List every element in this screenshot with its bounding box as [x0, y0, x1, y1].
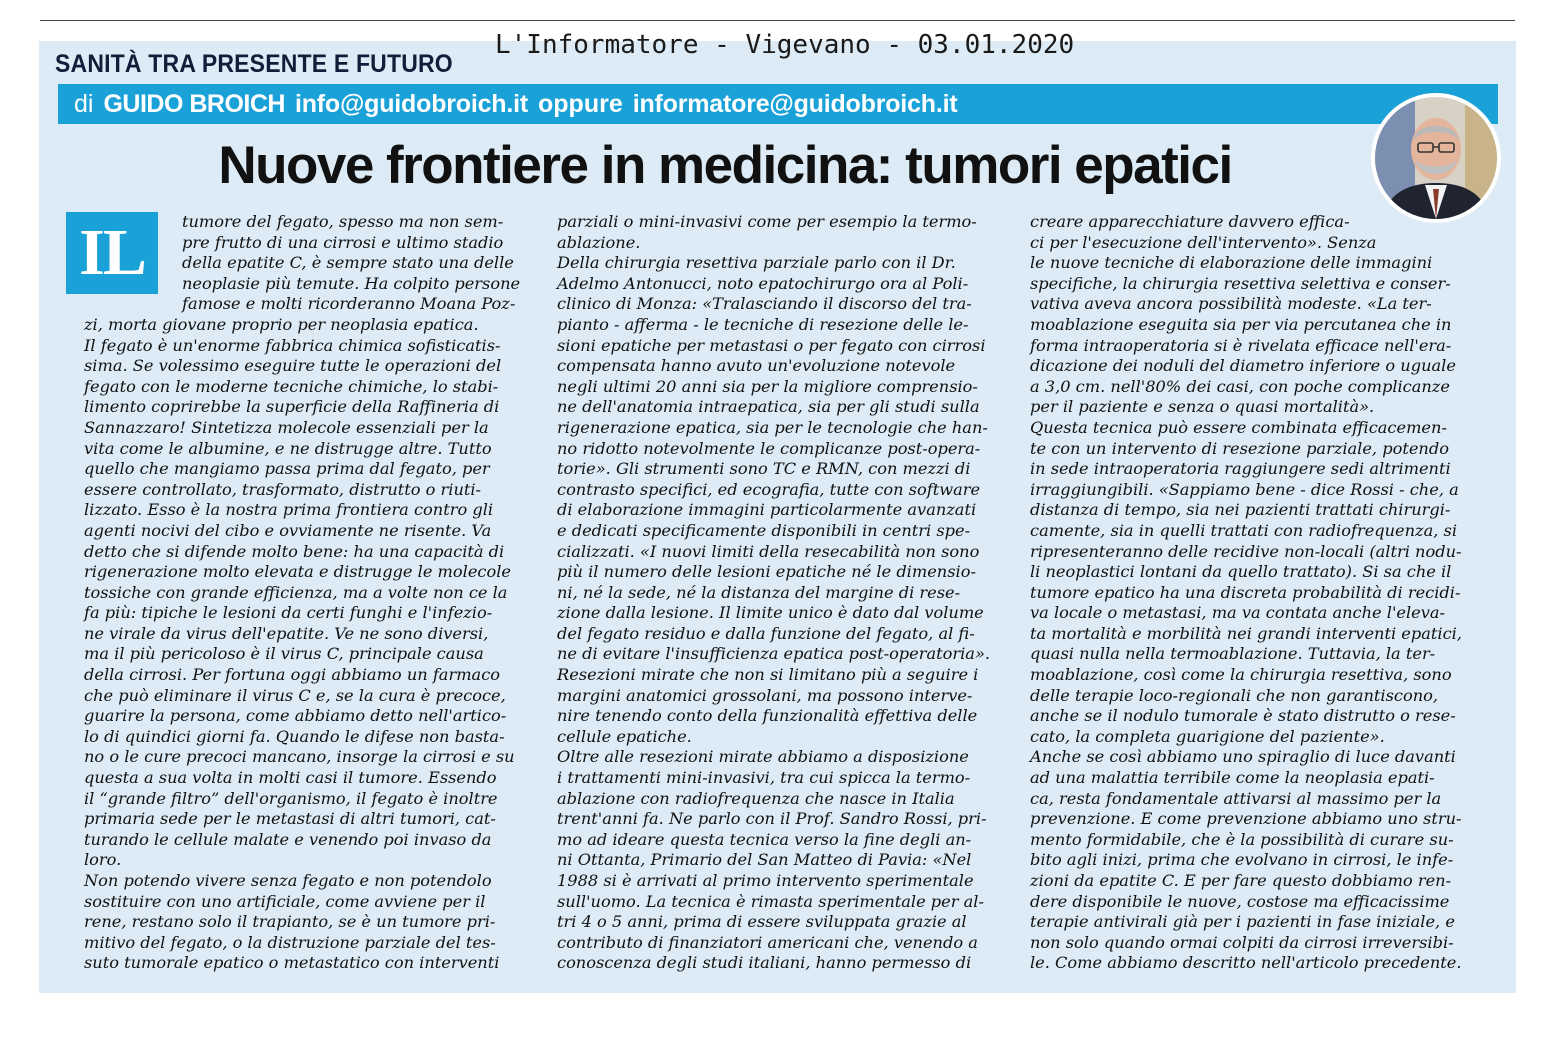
article-line: tumore epatico ha una discreta probabilità di recidi- — [1030, 582, 1461, 602]
article-line: creare apparecchiature davvero effica- — [1030, 212, 1350, 231]
article-line: guarire la persona, come abbiamo detto nell'artico- — [84, 706, 507, 726]
article-line: della cirrosi. Per fortuna oggi abbiamo un farmaco — [84, 665, 501, 685]
article-line: zioni da epatite C. E per fare questo dobbiamo ren- — [1030, 871, 1452, 890]
article-line: delle terapie loco-regionali che non garantiscono, — [1030, 685, 1439, 705]
article-line: specifiche, la chirurgia resettiva selettiva e conser- — [1030, 273, 1451, 293]
article-line: agenti nocivi del cibo e ovviamente ne risente. Va — [84, 520, 492, 540]
article-line: moablazione eseguita sia per via percutanea che in — [1030, 314, 1452, 334]
article-line: suto tumorale epatico o metastatico con interventi — [84, 953, 500, 973]
article-line: pianto - afferma - le tecniche di resezione delle le- — [557, 314, 969, 334]
article-line: ca, resta fondamentale attivarsi al massimo per la — [1030, 788, 1442, 808]
article-line: trent'anni fa. Ne parlo con il Prof. Sandro Rossi, pri- — [557, 809, 987, 829]
article-line: nire tenendo conto della funzionalità effettiva delle — [557, 706, 978, 726]
article-line: tossiche con grande efficienza, ma a volte non ce la — [84, 582, 508, 602]
article-line: Il fegato è un'enorme fabbrica chimica sofisticatis- — [84, 335, 501, 355]
clipped-previous-article-strip — [40, 0, 1515, 8]
article-line: a 3,0 cm. nell'80% dei casi, con poche complicanze — [1030, 376, 1450, 396]
article-line: del fegato residuo e dalla funzione del fegato, al fi- — [557, 623, 975, 643]
article-column-1 — [84, 212, 534, 974]
article-line: lizzato. Esso è la nostra prima frontiera contro gli — [84, 500, 494, 520]
article-line: zi, morta giovane proprio per neoplasia epatica. — [84, 314, 479, 334]
article-line: mitivo del fegato, o la distruzione parziale del tes- — [84, 932, 496, 952]
article-line: contributo di finanziatori americani che, venendo a — [557, 932, 978, 952]
article-line: Questa tecnica può essere combinata efficacemen- — [1030, 417, 1447, 437]
article-line: e dedicati specificamente disponibili in centri spe- — [557, 520, 971, 540]
article-line: le. Come abbiamo descritto nell'articolo precedente. — [1030, 953, 1462, 973]
article-line: cato, la completa guarigione del paziente». — [1030, 726, 1385, 746]
article-line: detto che si difende molto bene: ha una capacità di — [84, 541, 505, 561]
article-line: anche se il nodulo tumorale è stato distrutto o rese- — [1030, 706, 1456, 726]
article-line: loro. — [84, 850, 122, 870]
article-line: te con un intervento di resezione parziale, potendo — [1030, 438, 1449, 458]
article-line: ne virale da virus dell'epatite. Ve ne sono diversi, — [84, 623, 489, 643]
article-line: ablazione. — [557, 232, 641, 252]
article-line: moablazione, così come la chirurgia resettiva, sono — [1030, 665, 1452, 685]
article-headline: Nuove frontiere in medicina: tumori epatici — [218, 136, 1232, 195]
article-line: distanza di tempo, sia nei pazienti trattati chirurgi- — [1030, 500, 1451, 520]
article-line: turando le cellule malate e venendo poi invaso da — [84, 829, 492, 849]
article-line: 1988 si è arrivati al primo intervento sperimentale — [557, 871, 974, 890]
article-line: Sannazzaro! Sintetizza molecole essenziali per la — [84, 417, 489, 437]
article-line: ni, né la sede, né la distanza del margine di rese- — [557, 582, 961, 602]
article-line: rene, restano solo il trapianto, se è un tumore pri- — [84, 912, 496, 932]
article-line: forma intraoperatoria si è rivelata efficace nell'era- — [1030, 335, 1452, 355]
article-line: vita come le albumine, e ne distrugge altre. Tutto — [84, 438, 492, 458]
source-caption: L'Informatore - Vigevano - 03.01.2020 — [495, 30, 1075, 60]
byline-conjunction: oppure — [538, 89, 623, 118]
article-line: conoscenza degli studi italiani, hanno permesso di — [557, 953, 972, 973]
author-email-link[interactable]: info@guidobroich.it — [294, 89, 528, 118]
section-title: SANITÀ TRA PRESENTE E FUTURO — [55, 50, 453, 78]
article-line: rigenerazione molto elevata e distrugge le molecole — [84, 562, 511, 582]
article-line: li neoplastici lontani da quello trattato). Si sa che il — [1030, 562, 1452, 582]
article-line: ablazione con radiofrequenza che nasce in Italia — [557, 788, 955, 808]
article-line: tri 4 o 5 anni, prima di essere sviluppata grazie al — [557, 912, 967, 932]
article-line: di elaborazione immagini particolarmente avanzati — [557, 500, 977, 520]
article-line: ci per l'esecuzione dell'intervento». Senza — [1030, 232, 1377, 252]
article-line: contrasto specifici, ed ecografia, tutte con software — [557, 479, 981, 499]
article-line: quasi nulla nella termoablazione. Tuttavia, la ter- — [1030, 644, 1436, 664]
article-line: terapie antivirali già per i pazienti in fase iniziale, e — [1030, 912, 1455, 932]
article-line: rigenerazione epatica, sia per le tecnologie che han- — [557, 417, 988, 437]
article-line: ne dell'anatomia intraepatica, sia per gli studi sulla — [557, 397, 980, 417]
article-line: ma il più pericoloso è il virus C, principale causa — [84, 644, 484, 664]
article-line: non solo quando ormai colpiti da cirrosi irreversibi- — [1030, 932, 1454, 952]
article-line: Non potendo vivere senza fegato e non potendolo — [84, 871, 492, 890]
article-line: no o le cure precoci mancano, insorge la cirrosi e su — [84, 747, 515, 767]
article-line: mo ad ideare questa tecnica verso la fine degli an- — [557, 829, 972, 849]
article-line: vativa aveva ancora possibilità modeste. «La ter- — [1030, 294, 1432, 314]
article-line: per il paziente e senza o quasi mortalità». — [1030, 397, 1375, 417]
author-name: GUIDO BROICH — [103, 89, 285, 118]
article-line: Anche se così abbiamo uno spiraglio di luce davanti — [1030, 747, 1456, 767]
article-line: dicazione dei noduli del diametro inferiore o uguale — [1030, 356, 1456, 376]
article-line: questa a sua volta in molti casi il tumore. Essendo — [84, 768, 497, 788]
article-line: margini anatomici grossolani, ma possono interve- — [557, 685, 973, 705]
article-line: fegato con le moderne tecniche chimiche, lo stabi- — [84, 376, 499, 396]
article-line: famose e molti ricorderanno Moana Poz- — [182, 294, 516, 314]
article-line: essere controllato, trasformato, distrutto o riuti- — [84, 479, 482, 499]
article-line: va locale o metastasi, ma va contata anche l'eleva- — [1030, 603, 1446, 623]
article-line: pre frutto di una cirrosi e ultimo stadio — [182, 232, 504, 252]
article-column-3 — [1030, 212, 1480, 974]
article-line: limento coprirebbe la superficie della Raffineria di — [84, 397, 500, 417]
article-line: Adelmo Antonucci, noto epatochirurgo ora al Poli- — [557, 273, 969, 293]
author-photo — [1371, 93, 1501, 223]
article-column-2 — [557, 212, 1007, 974]
article-line: sostituire con uno artificiale, come avviene per il — [84, 891, 486, 911]
article-line: della epatite C, è sempre stato una delle — [182, 253, 514, 273]
article-line: camente, sia in quelli trattati con radiofrequenza, si — [1030, 520, 1458, 540]
article-line: neoplasie più temute. Ha colpito persone — [182, 273, 521, 293]
newspaper-email-link[interactable]: informatore@guidobroich.it — [632, 89, 958, 118]
article-line: ni Ottanta, Primario del San Matteo di Pavia: «Nel — [557, 850, 972, 870]
article-line: ta mortalità e morbilità nei grandi interventi epatici, — [1030, 623, 1462, 643]
article-line: lo di quindici giorni fa. Quando le difese non basta- — [84, 726, 505, 746]
article-line: sull'uomo. La tecnica è rimasta sperimentale per al- — [557, 891, 984, 911]
article-line: Oltre alle resezioni mirate abbiamo a disposizione — [557, 747, 969, 767]
article-line: il “grande filtro” dell'organismo, il fegato è inoltre — [84, 788, 498, 808]
author-portrait-image — [1375, 97, 1497, 219]
article-line: sioni epatiche per metastasi o per fegato con cirrosi — [557, 335, 986, 355]
article-line: mento formidabile, che è la possibilità di curare su- — [1030, 829, 1454, 849]
article-line: in sede intraoperatoria raggiungere sedi altrimenti — [1030, 459, 1451, 479]
article-line: fa più: tipiche le lesioni da certi funghi e l'infezio- — [84, 603, 493, 623]
article-line: irraggiungibili. «Sappiamo bene - dice Rossi - che, a — [1030, 479, 1459, 499]
byline-bar — [58, 84, 1498, 124]
drop-cap: IL — [66, 212, 158, 294]
article-line: Resezioni mirate che non si limitano più a seguire i — [557, 665, 979, 685]
article-line: quello che mangiamo passa prima dal fegato, per — [84, 459, 490, 479]
article-line: ad una malattia terribile come la neoplasia epati- — [1030, 768, 1435, 788]
article-line: ripresenteranno delle recidive non-locali (altri nodu- — [1030, 541, 1462, 561]
article-line: primaria sede per le metastasi di altri tumori, cat- — [84, 809, 496, 829]
article-line: clinico di Monza: «Tralasciando il discorso del tra- — [557, 294, 972, 314]
article-line: tumore del fegato, spesso ma non sem- — [182, 212, 504, 231]
article-line: cellule epatiche. — [557, 726, 692, 746]
article-line: zione dalla lesione. Il limite unico è dato dal volume — [557, 603, 984, 623]
byline-prefix: di — [74, 89, 94, 118]
article-line: le nuove tecniche di elaborazione delle immagini — [1030, 253, 1433, 273]
article-line: ne di evitare l'insufficienza epatica post-operatoria». — [557, 644, 991, 664]
top-rule — [40, 20, 1515, 21]
article-line: più il numero delle lesioni epatiche né le dimensio- — [557, 562, 976, 582]
article-line: cializzati. «I nuovi limiti della resecabilità non sono — [557, 541, 980, 561]
article-line: i trattamenti mini-invasivi, tra cui spicca la termo- — [557, 768, 971, 788]
article-line: bito agli inizi, prima che evolvano in cirrosi, le infe- — [1030, 850, 1454, 870]
article-line: torie». Gli strumenti sono TC e RMN, con mezzi di — [557, 459, 971, 479]
article-line: no ridotto notevolmente le complicanze post-opera- — [557, 438, 981, 458]
article-line: prevenzione. E come prevenzione abbiamo uno stru- — [1030, 809, 1462, 829]
article-line: parziali o mini-invasivi come per esempio la termo- — [557, 212, 977, 231]
article-line: che può eliminare il virus C e, se la cura è precoce, — [84, 685, 506, 705]
article-line: negli ultimi 20 anni sia per la migliore comprensio- — [557, 376, 978, 396]
article-line: Della chirurgia resettiva parziale parlo con il Dr. — [557, 253, 956, 273]
article-line: compensata hanno avuto un'evoluzione notevole — [557, 356, 956, 376]
article-line: dere disponibile le nuove, costose ma efficacissime — [1030, 891, 1450, 911]
article-line: sima. Se volessimo eseguire tutte le operazioni del — [84, 356, 502, 376]
